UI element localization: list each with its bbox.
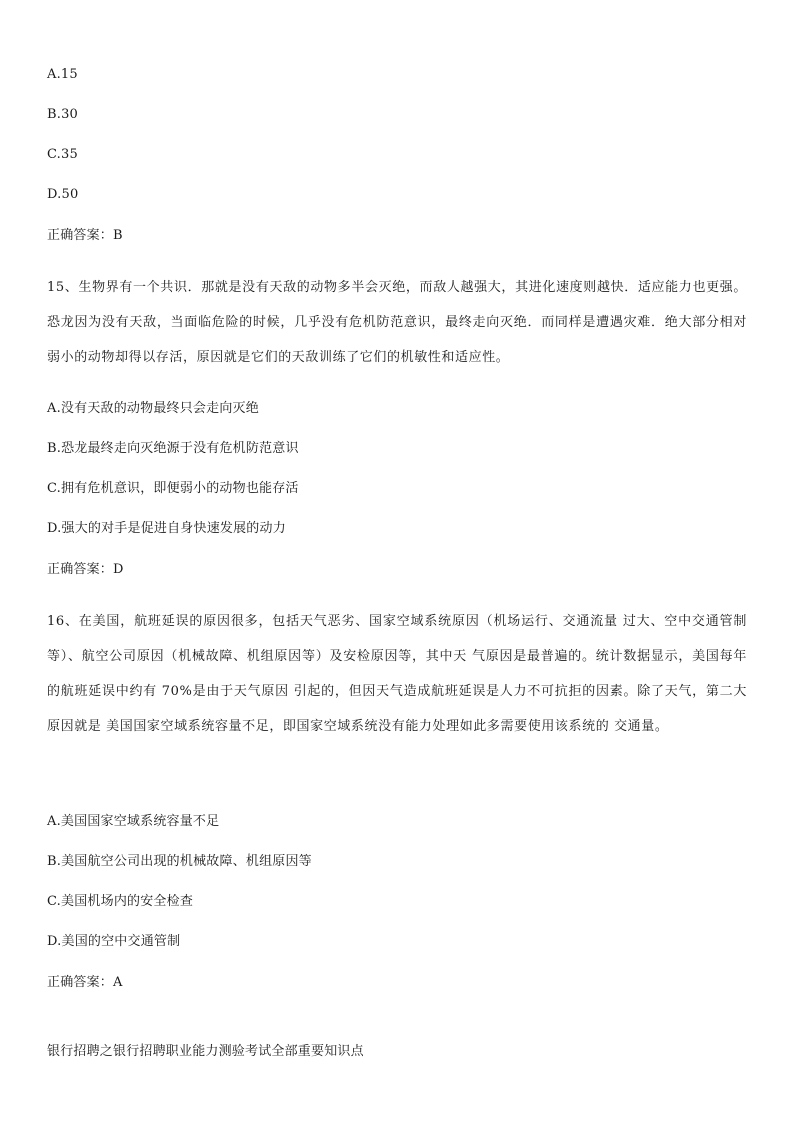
q15-option-a: A.没有天敌的动物最终只会走向灭绝: [47, 401, 259, 416]
q16-answer: 正确答案：A: [47, 975, 123, 990]
prev-option-d: D.50: [47, 187, 79, 202]
q15-option-d: D.强大的对手是促进自身快速发展的动力: [47, 521, 286, 536]
q16-option-c: C.美国机场内的安全检查: [47, 894, 194, 909]
prev-option-c: C.35: [47, 147, 78, 162]
q16-stem: 16、在美国，航班延误的原因很多，包括天气恶劣、国家空域系统原因（机场运行、交通流量 过大、空中交通管制等）、航空公司原因（机械故障、机组原因等）及安检原因等，其中天 气原因是最普遍的。统计数据显示，美国每年的航班延误中约有 70%是由于天气原因 引起的，但因天气造成航班延误是人力不可抗拒的因素。除了天气，第二大原因就是 美国国家空域系统容量不足，即国家空域系统没有能力处理如此多需要使用该系统的 交通量。: [47, 614, 747, 734]
prev-option-a: A.15: [47, 67, 78, 82]
q16-option-a: A.美国国家空域系统容量不足: [47, 814, 220, 829]
q16-option-b: B.美国航空公司出现的机械故障、机组原因等: [47, 854, 312, 869]
q15-stem: 15、生物界有一个共识．那就是没有天敌的动物多半会灭绝，而敌人越强大，其进化速度则越快．适应能力也更强。恐龙因为没有天敌，当面临危险的时候，几乎没有危机防范意识，最终走向灭绝．而同样是遭遇灾难．绝大部分相对弱小的动物却得以存活，原因就是它们的天敌训练了它们的机敏性和适应性。: [47, 280, 747, 365]
q15-answer: 正确答案：D: [47, 562, 124, 577]
page-footer: 银行招聘之银行招聘职业能力测验考试全部重要知识点: [47, 1044, 364, 1059]
q16-option-d: D.美国的空中交通管制: [47, 934, 181, 949]
prev-option-b: B.30: [47, 107, 79, 122]
prev-answer: 正确答案：B: [47, 228, 123, 243]
q15-option-b: B.恐龙最终走向灭绝源于没有危机防范意识: [47, 441, 299, 456]
q15-option-c: C.拥有危机意识，即便弱小的动物也能存活: [47, 481, 299, 496]
